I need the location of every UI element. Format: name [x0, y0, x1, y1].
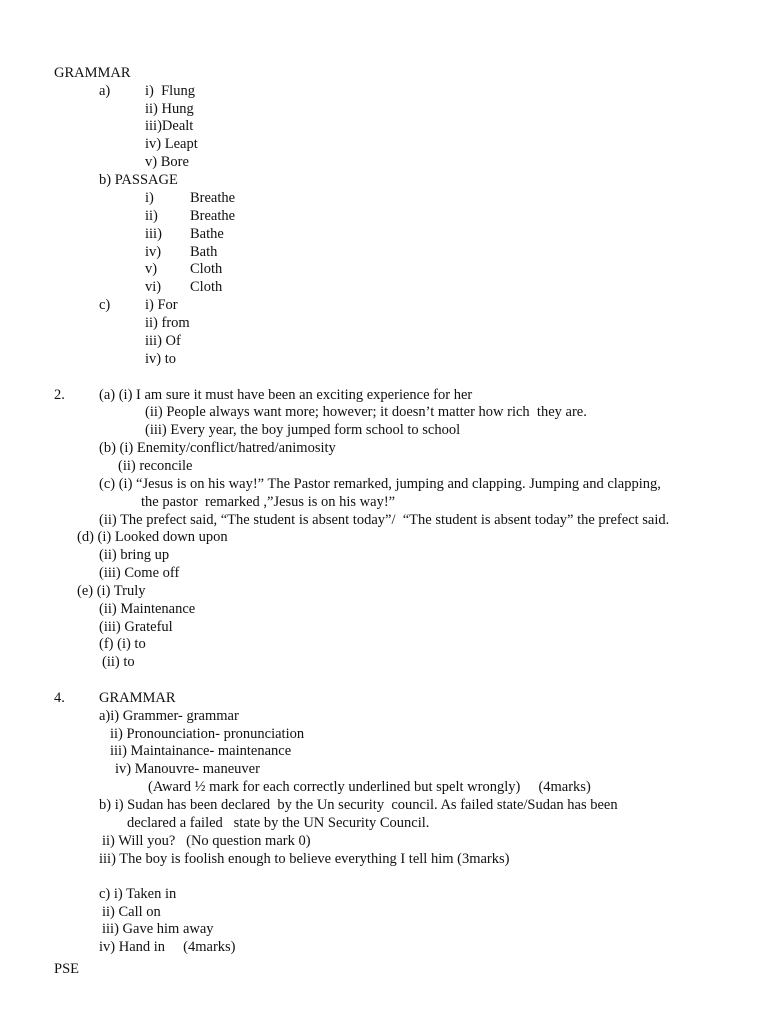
- answer-line: ii) Pronounciation- pronunciation: [110, 726, 305, 742]
- answer-line: iii)Dealt: [145, 118, 194, 134]
- question-number: 4.: [54, 690, 65, 706]
- marking-note: (Award ½ mark for each correctly underlined but spelt wrongly) (4marks): [148, 779, 591, 795]
- item-number: ii): [145, 208, 158, 224]
- answer-line: ii) Hung: [145, 101, 194, 117]
- item-number: iii): [145, 226, 162, 242]
- answer-line: (c) (i) “Jesus is on his way!” The Pastor remarked, jumping and clapping. Jumping and clapping,: [99, 476, 661, 492]
- answer-line: ii) Will you? (No question mark 0): [102, 833, 311, 849]
- answer-line: ii) from: [145, 315, 190, 331]
- item-number: i): [145, 190, 154, 206]
- answer-line: (ii) to: [102, 654, 135, 670]
- part-label: b) PASSAGE: [99, 172, 178, 188]
- answer-line: iv) Leapt: [145, 136, 198, 152]
- answer-line: i) For: [145, 297, 178, 313]
- answer-line: ii) Call on: [102, 904, 161, 920]
- answer-line: a)i) Grammer- grammar: [99, 708, 239, 724]
- answer-word: Bathe: [190, 226, 224, 242]
- answer-line: (e) (i) Truly: [77, 583, 146, 599]
- answer-line: (ii) reconcile: [118, 458, 193, 474]
- answer-line: (iii) Every year, the boy jumped form school to school: [145, 422, 461, 438]
- answer-line: (f) (i) to: [99, 636, 146, 652]
- footer-text: PSE: [54, 961, 79, 977]
- answer-line: (iii) Come off: [99, 565, 180, 581]
- answer-line: (d) (i) Looked down upon: [77, 529, 228, 545]
- part-label: a): [99, 83, 111, 99]
- answer-line: iii) Of: [145, 333, 181, 349]
- answer-line: iv) Manouvre- maneuver: [115, 761, 260, 777]
- answer-line: b) i) Sudan has been declared by the Un security council. As failed state/Sudan has been: [99, 797, 618, 813]
- answer-line: v) Bore: [145, 154, 189, 170]
- answer-word: Cloth: [190, 279, 223, 295]
- item-number: v): [145, 261, 158, 277]
- question-number: 2.: [54, 387, 65, 403]
- answer-line: c) i) Taken in: [99, 886, 177, 902]
- answer-line: iv) to: [145, 351, 177, 367]
- section-heading: GRAMMAR: [54, 65, 131, 81]
- item-number: vi): [145, 279, 162, 295]
- answer-line: (iii) Grateful: [99, 619, 173, 635]
- item-number: iv): [145, 244, 162, 260]
- answer-line: i) Flung: [145, 83, 195, 99]
- answer-word: Breathe: [190, 190, 236, 206]
- answer-line: (ii) People always want more; however; it doesn’t matter how rich they are.: [145, 404, 587, 420]
- answer-line: (ii) The prefect said, “The student is absent today”/ “The student is absent today” the prefect said.: [99, 512, 670, 528]
- answer-line: iii) Maintainance- maintenance: [110, 743, 292, 759]
- answer-line: the pastor remarked ,”Jesus is on his way!”: [141, 494, 396, 510]
- answer-line: declared a failed state by the UN Security Council.: [127, 815, 430, 831]
- answer-line: iii) Gave him away: [102, 921, 214, 937]
- part-label: c): [99, 297, 111, 313]
- answer-word: Breathe: [190, 208, 236, 224]
- answer-line: (a) (i) I am sure it must have been an exciting experience for her: [99, 387, 473, 403]
- answer-line: iii) The boy is foolish enough to believe everything I tell him (3marks): [99, 851, 510, 867]
- answer-word: Cloth: [190, 261, 223, 277]
- answer-line: iv) Hand in (4marks): [99, 939, 236, 955]
- answer-line: (b) (i) Enemity/conflict/hatred/animosity: [99, 440, 336, 456]
- section-heading: GRAMMAR: [99, 690, 176, 706]
- answer-line: (ii) Maintenance: [99, 601, 196, 617]
- answer-word: Bath: [190, 244, 218, 260]
- answer-line: (ii) bring up: [99, 547, 170, 563]
